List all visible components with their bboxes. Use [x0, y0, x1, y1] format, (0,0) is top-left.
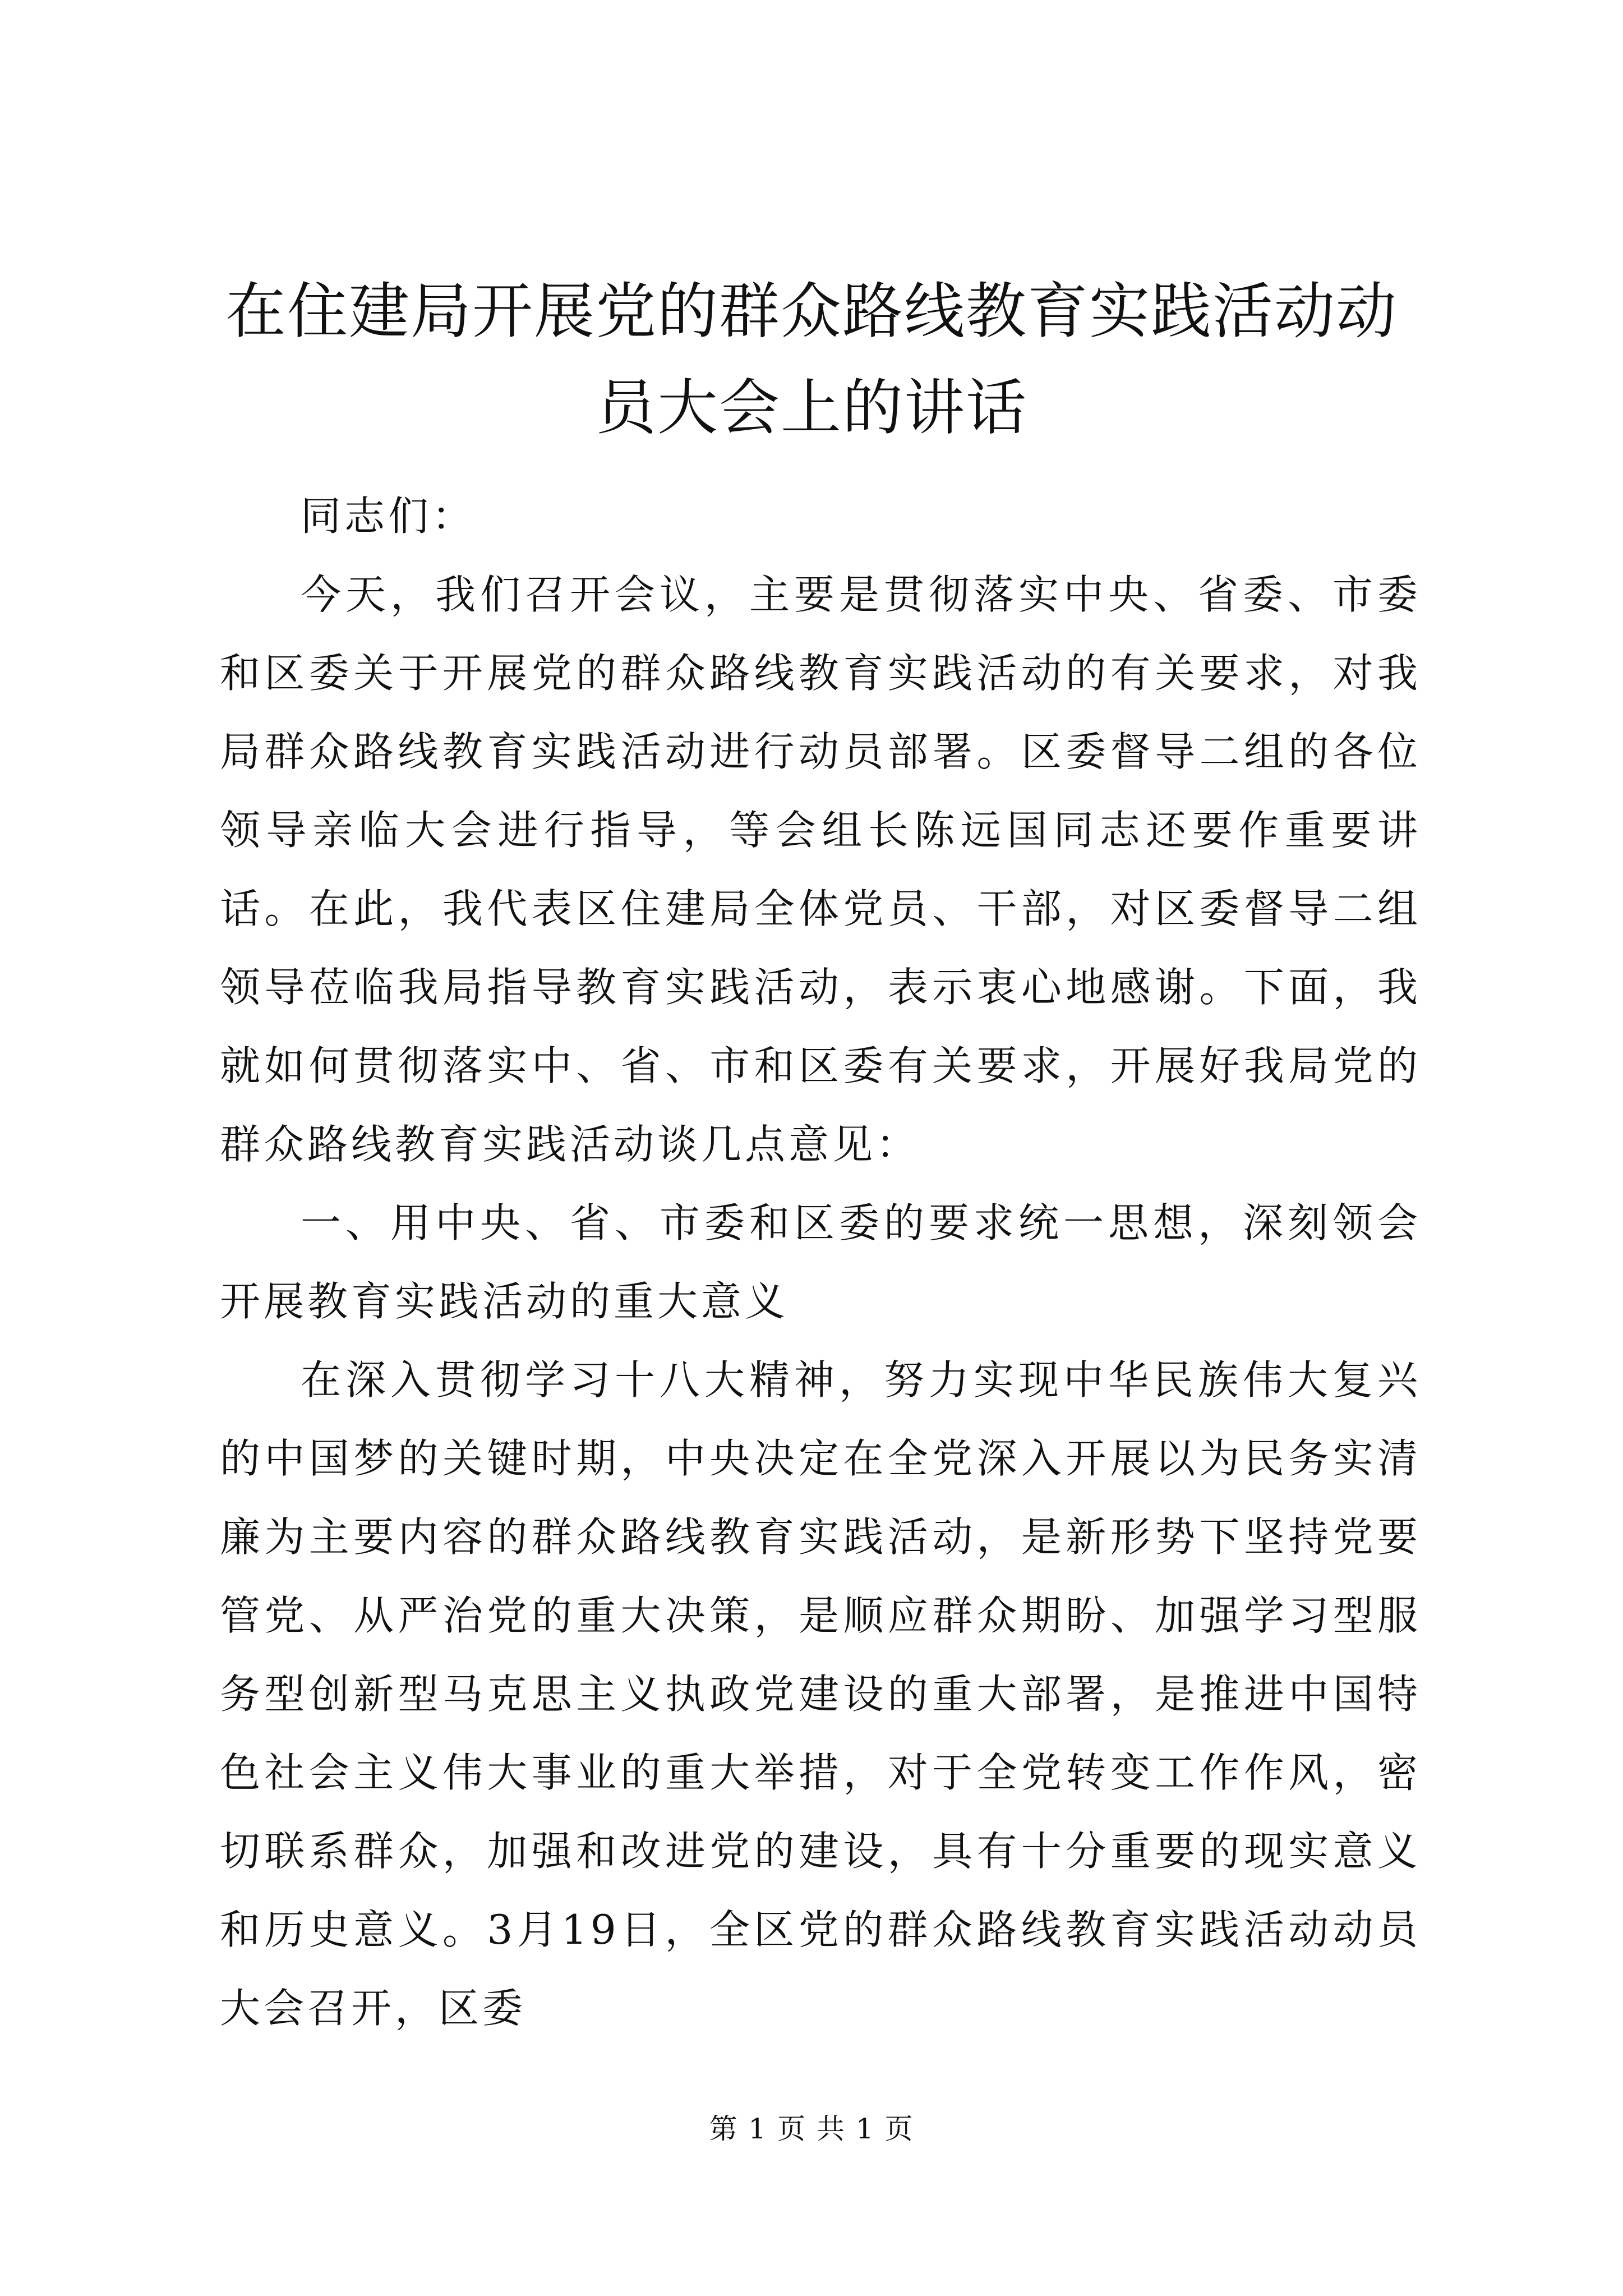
body-paragraph: 在深入贯彻学习十八大精神，努力实现中华民族伟大复兴的中国梦的关键时期，中央决定在全党深入开展以为民务实清廉为主要内容的群众路线教育实践活动，是新形势下坚持党要管党、从严治党的重大决策，是顺应群众期盼、加强学习型服务型创新型马克思主义执政党建设的重大部署，是推进中国特色社会主义伟大事业的重大举措，对于全党转变工作作风，密切联系群众，加强和改进党的建设，具有十分重要的现实意义和历史意义。3月19日，全区党的群众路线教育实践活动动员大会召开，区委 [220, 1356, 1421, 2032]
document-title: 在住建局开展党的群众路线教育实践活动动员大会上的讲话 [225, 277, 1398, 443]
section-heading-paragraph: 一、用中央、省、市委和区委的要求统一思想，深刻领会开展教育实践活动的重大意义 [220, 1199, 1421, 1325]
document-body [220, 477, 1421, 2047]
page-number-footer: 第 1 页 共 1 页 [709, 2113, 914, 2145]
intro-paragraph: 今天，我们召开会议，主要是贯彻落实中央、省委、市委和区委关于开展党的群众路线教育实践活动的有关要求，对我局群众路线教育实践活动进行动员部署。区委督导二组的各位领导亲临大会进行指导，等会组长陈远国同志还要作重要讲话。在此，我代表区住建局全体党员、干部，对区委督导二组领导莅临我局指导教育实践活动，表示衷心地感谢。下面，我就如何贯彻落实中、省、市和区委有关要求，开展好我局党的群众路线教育实践活动谈几点意见： [220, 571, 1421, 1168]
salutation-paragraph: 同志们： [301, 493, 476, 540]
